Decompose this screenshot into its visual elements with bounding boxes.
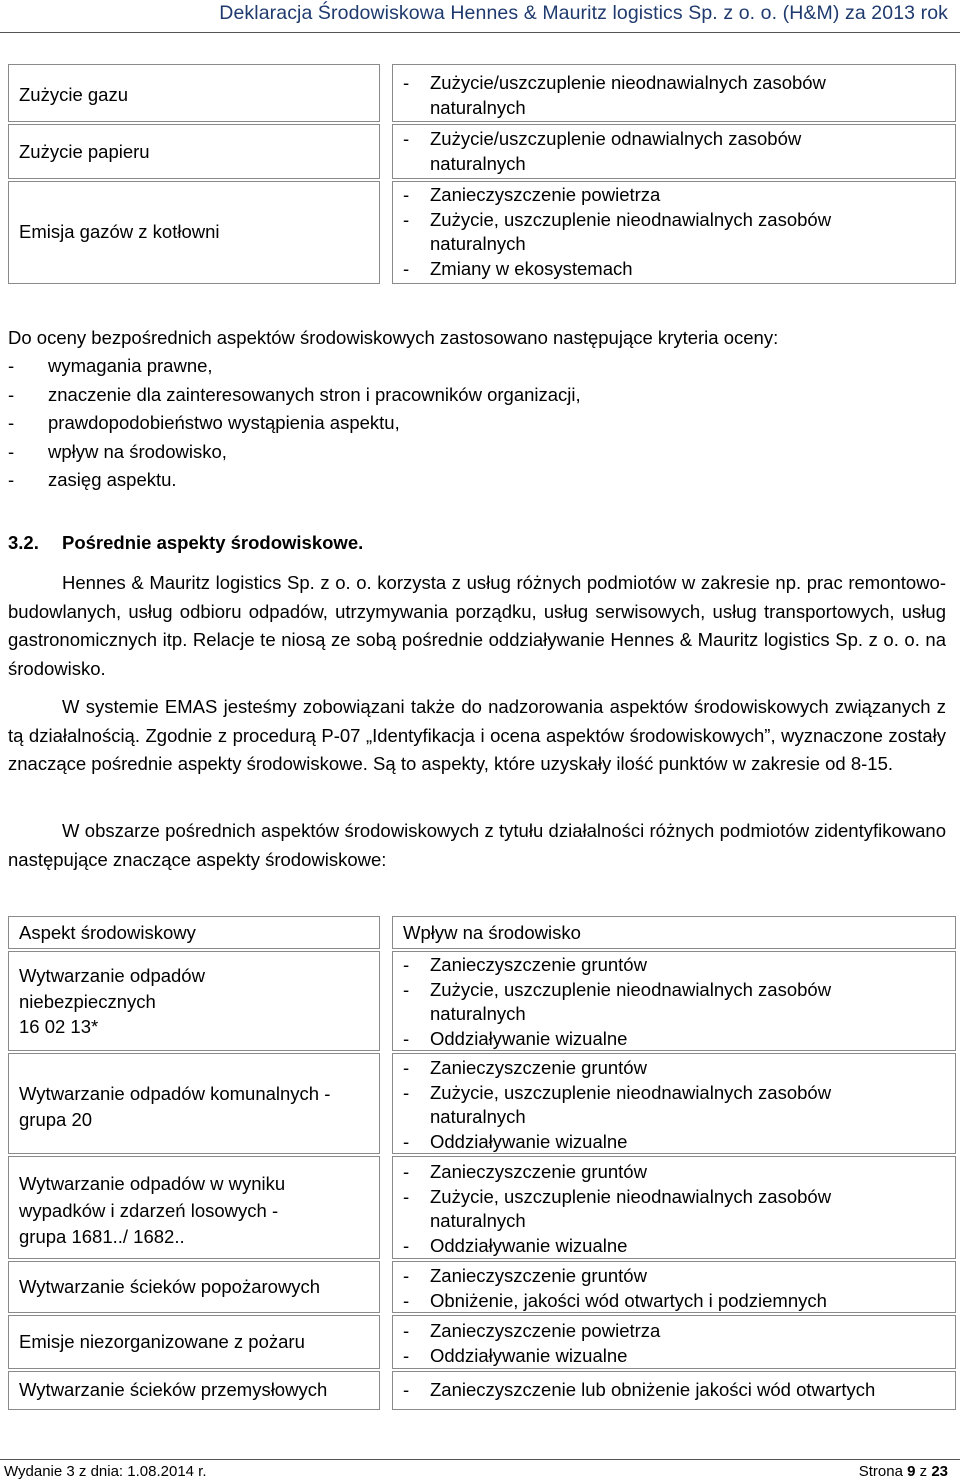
aspect-line: grupa 20 xyxy=(19,1109,93,1130)
impact-line: naturalnych xyxy=(430,1210,526,1231)
impact-text: Zanieczyszczenie gruntów xyxy=(430,1265,647,1286)
table-header-cell xyxy=(8,916,380,949)
page-total: 23 xyxy=(931,1463,948,1480)
aspect-line: Wytwarzanie ścieków popożarowych xyxy=(19,1276,321,1297)
aspect-line: niebezpiecznych xyxy=(19,990,156,1012)
table-cell-impact xyxy=(392,1315,956,1369)
section-heading xyxy=(8,532,363,554)
aspect-line: Emisje niezorganizowane z pożaru xyxy=(19,1331,305,1352)
direct-aspects-table xyxy=(8,64,956,284)
impact-line: - Zanieczyszczenie gruntów xyxy=(403,954,647,975)
impact-list xyxy=(403,127,949,176)
table-cell-impact xyxy=(392,1261,956,1313)
criteria-item-text: wymagania prawne, xyxy=(48,355,213,377)
table-cell-aspect xyxy=(8,181,380,284)
aspect-line: Wytwarzanie odpadów w wyniku xyxy=(19,1173,286,1194)
impact-line: - Zanieczyszczenie gruntów xyxy=(403,1057,647,1078)
impact-list xyxy=(403,1319,949,1368)
impact-text: Zanieczyszczenie gruntów xyxy=(430,1057,647,1078)
impact-line: - Zużycie/uszczuplenie nieodnawialnych zasobów xyxy=(403,72,826,93)
table-cell-impact xyxy=(392,1053,956,1154)
table-cell-aspect xyxy=(8,124,380,179)
criteria-intro: Do oceny bezpośrednich aspektów środowiskowych zastosowano następujące kryteria oceny: xyxy=(8,327,779,348)
impact-line: - Zanieczyszczenie gruntów xyxy=(403,1265,647,1286)
impact-line: naturalnych xyxy=(430,152,526,174)
impact-list xyxy=(403,1264,949,1313)
impact-line: - Oddziaływanie wizualne xyxy=(403,1130,628,1152)
impact-line: - Zużycie, uszczuplenie nieodnawialnych zasobów xyxy=(403,978,832,1000)
aspect-list xyxy=(19,1171,373,1251)
impact-line: naturalnych xyxy=(430,96,526,118)
page-current: 9 xyxy=(907,1463,916,1480)
criteria-item-text: prawdopodobieństwo wystąpienia aspektu, xyxy=(48,412,400,434)
aspect-label: Zużycie papieru xyxy=(19,141,150,162)
aspect-list xyxy=(19,1081,373,1133)
impact-line: - Zanieczyszczenie powietrza xyxy=(403,184,661,205)
table-cell-aspect xyxy=(8,1315,380,1369)
impact-text: Oddziaływanie wizualne xyxy=(430,1344,628,1366)
impact-line: naturalnych xyxy=(430,1003,526,1024)
impact-line: naturalnych xyxy=(430,1106,526,1127)
table-cell-impact xyxy=(392,181,956,284)
table-cell-impact xyxy=(392,64,956,122)
aspect-line: Wytwarzanie odpadów komunalnych - xyxy=(19,1083,331,1104)
impact-line: - Oddziaływanie wizualne xyxy=(403,1234,628,1256)
footer-divider xyxy=(0,1459,960,1460)
aspect-label: Zużycie gazu xyxy=(19,84,128,105)
impact-line: - Zanieczyszczenie powietrza xyxy=(403,1320,661,1341)
impact-text: Zanieczyszczenie gruntów xyxy=(430,954,647,975)
table-cell-aspect xyxy=(8,1156,380,1259)
table-cell-aspect xyxy=(8,64,380,122)
aspect-label: Emisja gazów z kotłowni xyxy=(19,221,220,242)
impact-line: - Zużycie, uszczuplenie nieodnawialnych zasobów xyxy=(403,208,832,230)
aspect-line: grupa 1681../ 1682.. xyxy=(19,1226,185,1247)
impact-text: Oddziaływanie wizualne xyxy=(430,1234,628,1256)
aspect-line: wypadków i zdarzeń losowych - xyxy=(19,1199,279,1221)
criteria-item-text: wpływ na środowisko, xyxy=(48,440,227,462)
impact-list xyxy=(403,1160,949,1258)
aspect-line: 16 02 13* xyxy=(19,1016,99,1037)
section-number: 3.2. xyxy=(8,532,39,553)
impact-line: - Oddziaływanie wizualne xyxy=(403,1027,628,1049)
criteria-item: - prawdopodobieństwo wystąpienia aspektu, xyxy=(8,412,400,434)
impact-list xyxy=(403,1056,949,1154)
impact-line: naturalnych xyxy=(430,233,526,254)
column-header-impact: Wpływ na środowisko xyxy=(403,922,581,943)
table-cell-impact xyxy=(392,1371,956,1410)
impact-line: - Zanieczyszczenie lub obniżenie jakości wód otwartych xyxy=(403,1379,876,1400)
aspect-list xyxy=(19,1275,373,1300)
criteria-item-text: znaczenie dla zainteresowanych stron i pracowników organizacji, xyxy=(48,383,581,405)
aspect-list xyxy=(19,1378,373,1403)
impact-list xyxy=(403,71,949,120)
footer-edition: Wydanie 3 z dnia: 1.08.2014 r. xyxy=(4,1463,207,1480)
impact-line: - Zanieczyszczenie gruntów xyxy=(403,1161,647,1182)
criteria-item: - zasięg aspektu. xyxy=(8,469,177,491)
impact-list xyxy=(403,183,949,281)
impact-list xyxy=(403,953,949,1051)
page-label: Strona xyxy=(858,1463,903,1480)
table-cell-impact xyxy=(392,124,956,179)
impact-text: Oddziaływanie wizualne xyxy=(430,1027,628,1049)
column-header-aspect: Aspekt środowiskowy xyxy=(19,922,196,943)
aspect-list xyxy=(19,963,373,1040)
table-cell-aspect xyxy=(8,951,380,1051)
table-cell-aspect xyxy=(8,1053,380,1154)
impact-list xyxy=(403,1378,949,1403)
criteria-item: - wymagania prawne, xyxy=(8,355,213,377)
paragraph-identified: W obszarze pośrednich aspektów środowiskowych z tytułu działalności różnych podmiotów zidentyfikowano następujące znaczące aspekty środowiskowe: xyxy=(8,820,946,870)
indirect-aspects-table xyxy=(8,916,956,1410)
impact-text: Zanieczyszczenie powietrza xyxy=(430,1320,661,1341)
criteria-item-text: zasięg aspektu. xyxy=(48,469,177,491)
footer-page-number xyxy=(859,1463,948,1480)
impact-text: Zanieczyszczenie lub obniżenie jakości wód otwartych xyxy=(430,1379,876,1400)
aspect-line: Wytwarzanie ścieków przemysłowych xyxy=(19,1379,328,1400)
table-cell-impact xyxy=(392,951,956,1051)
impact-line: - Zużycie/uszczuplenie odnawialnych zasobów xyxy=(403,128,802,149)
paragraph-services: Hennes & Mauritz logistics Sp. z o. o. korzysta z usług różnych podmiotów w zakresie np. prac remontowo-budowlanych, usług odbioru odpadów, utrzymywania porządku, usług serwisowych, usług transportowych, usług gastronomicznych itp. Relacje te niosą ze sobą pośrednie oddziaływanie Hennes & Mauritz logistics Sp. z o. o. na środowisko. xyxy=(8,572,946,679)
table-cell-impact xyxy=(392,1156,956,1259)
section-title: Pośrednie aspekty środowiskowe. xyxy=(62,532,364,553)
aspect-line: Wytwarzanie odpadów xyxy=(19,965,205,986)
impact-line: - Zużycie, uszczuplenie nieodnawialnych zasobów xyxy=(403,1185,832,1207)
header-divider xyxy=(0,32,960,33)
criteria-item: - znaczenie dla zainteresowanych stron i pracowników organizacji, xyxy=(8,383,581,405)
impact-line: - Obniżenie, jakości wód otwartych i podziemnych xyxy=(403,1289,827,1311)
aspect-list xyxy=(19,1330,373,1355)
page-of: z xyxy=(919,1463,928,1480)
impact-text: Oddziaływanie wizualne xyxy=(430,1130,628,1152)
document-header-title: Deklaracja Środowiskowa Hennes & Mauritz logistics Sp. z o. o. (H&M) za 2013 rok xyxy=(219,2,948,24)
impact-line: - Oddziaływanie wizualne xyxy=(403,1344,628,1366)
impact-line: - Zmiany w ekosystemach xyxy=(403,257,633,279)
table-header-cell xyxy=(392,916,956,949)
impact-text: Obniżenie, jakości wód otwartych i podziemnych xyxy=(430,1289,827,1311)
impact-text: Zanieczyszczenie gruntów xyxy=(430,1161,647,1182)
criteria-block xyxy=(8,324,778,494)
table-cell-aspect xyxy=(8,1371,380,1410)
impact-line: - Zużycie, uszczuplenie nieodnawialnych zasobów xyxy=(403,1081,832,1103)
criteria-item: - wpływ na środowisko, xyxy=(8,440,227,462)
table-cell-aspect xyxy=(8,1261,380,1313)
paragraph-emas: W systemie EMAS jesteśmy zobowiązani także do nadzorowania aspektów środowiskowych związanych z tą działalnością. Zgodnie z procedurą P-07 „Identyfikacja i ocena aspektów środowiskowych”, wyznaczone zostały znaczące pośrednie aspekty środowiskowe. Są to aspekty, które uzyskały ilość punktów w zakresie od 8-15. xyxy=(8,696,946,774)
